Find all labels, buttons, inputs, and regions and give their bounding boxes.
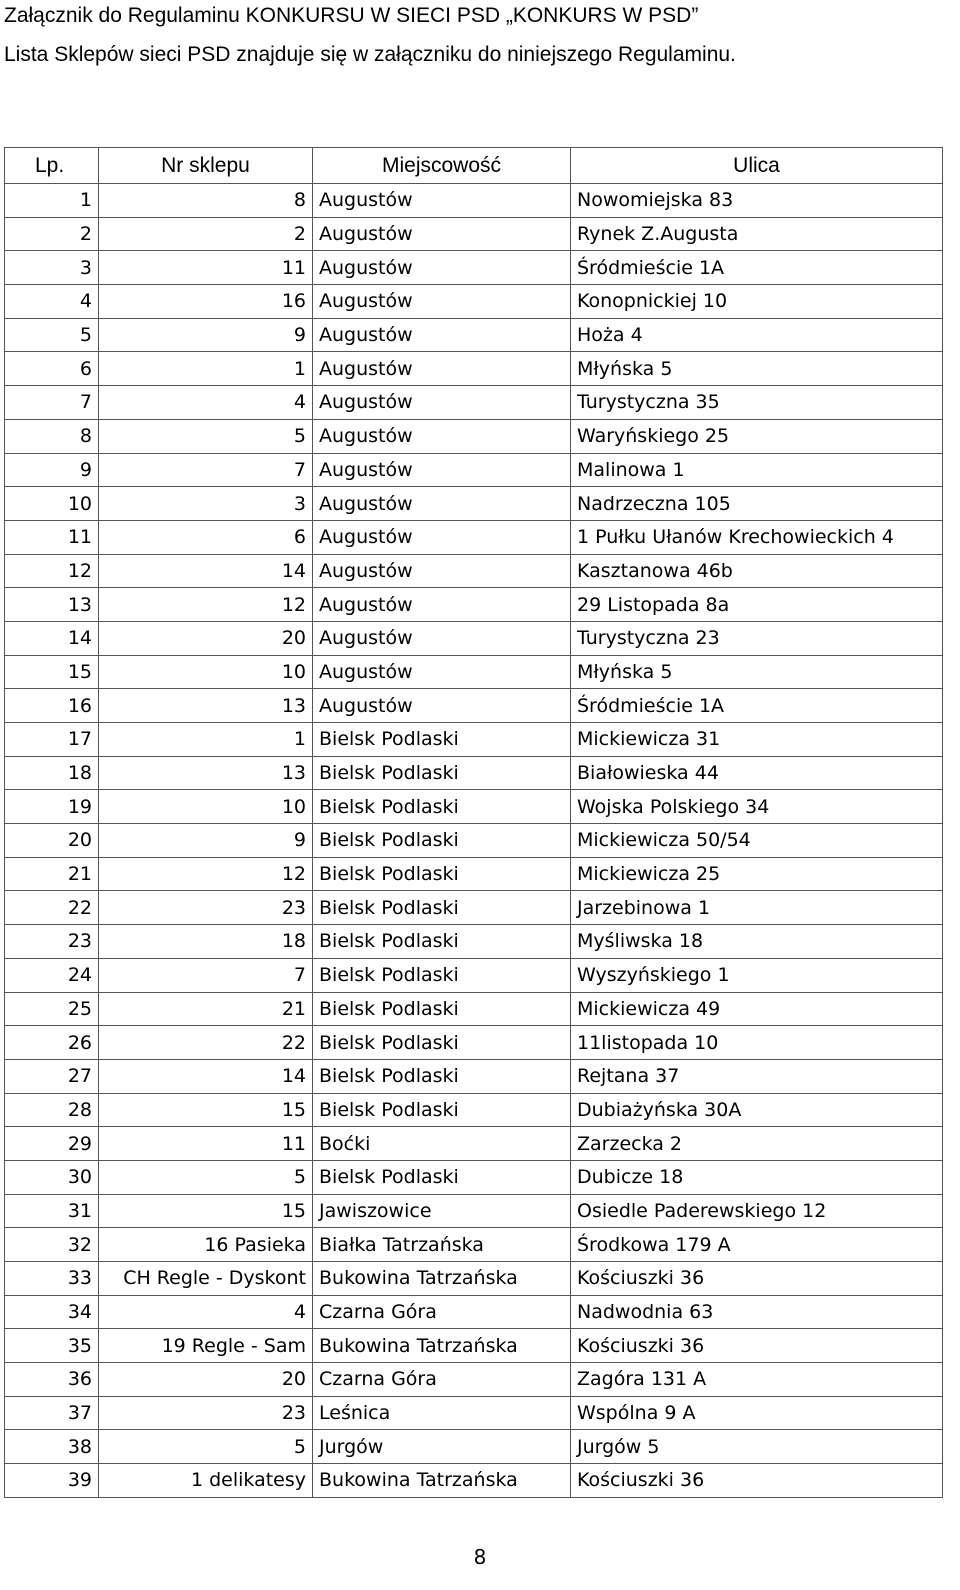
row-store-number-cell: 15 <box>99 1194 313 1228</box>
row-lp-cell: 5 <box>5 318 99 352</box>
row-street-cell: Turystyczna 35 <box>571 386 943 420</box>
row-street-cell: Wojska Polskiego 34 <box>571 790 943 824</box>
row-street-cell: Osiedle Paderewskiego 12 <box>571 1194 943 1228</box>
row-store-number-cell: 16 <box>99 285 313 319</box>
table-row <box>5 520 943 554</box>
row-town-cell: Augustów <box>313 352 571 386</box>
row-lp-cell: 28 <box>5 1093 99 1127</box>
row-town-cell: Bielsk Podlaski <box>313 790 571 824</box>
table-row <box>5 756 943 790</box>
row-lp-cell: 27 <box>5 1059 99 1093</box>
row-store-number-cell: 18 <box>99 925 313 959</box>
row-street-cell: Młyńska 5 <box>571 655 943 689</box>
row-town-cell: Augustów <box>313 217 571 251</box>
row-town-cell: Augustów <box>313 318 571 352</box>
row-street-cell: Jarzebinowa 1 <box>571 891 943 925</box>
row-lp-cell: 12 <box>5 554 99 588</box>
row-street-cell: Hoża 4 <box>571 318 943 352</box>
row-store-number-cell: 12 <box>99 588 313 622</box>
table-row <box>5 318 943 352</box>
row-town-cell: Bielsk Podlaski <box>313 958 571 992</box>
table-body <box>5 184 943 1498</box>
table-row <box>5 1262 943 1296</box>
table-row <box>5 554 943 588</box>
row-town-cell: Bielsk Podlaski <box>313 1093 571 1127</box>
row-lp-cell: 20 <box>5 824 99 858</box>
row-store-number-cell: 1 <box>99 352 313 386</box>
row-town-cell: Bukowina Tatrzańska <box>313 1464 571 1498</box>
table-row <box>5 790 943 824</box>
row-street-cell: Myśliwska 18 <box>571 925 943 959</box>
row-town-cell: Bielsk Podlaski <box>313 723 571 757</box>
row-street-cell: Wyszyńskiego 1 <box>571 958 943 992</box>
row-town-cell: Bielsk Podlaski <box>313 925 571 959</box>
table-row <box>5 1160 943 1194</box>
store-list-table <box>4 147 943 1498</box>
row-store-number-cell: 14 <box>99 554 313 588</box>
row-lp-cell: 21 <box>5 857 99 891</box>
table-row <box>5 419 943 453</box>
column-header-town: Miejscowość <box>313 148 571 184</box>
row-store-number-cell: 5 <box>99 1160 313 1194</box>
row-lp-cell: 34 <box>5 1295 99 1329</box>
row-store-number-cell: 2 <box>99 217 313 251</box>
row-store-number-cell: 10 <box>99 790 313 824</box>
row-lp-cell: 32 <box>5 1228 99 1262</box>
row-town-cell: Białka Tatrzańska <box>313 1228 571 1262</box>
row-lp-cell: 18 <box>5 756 99 790</box>
row-street-cell: Nowomiejska 83 <box>571 184 943 218</box>
column-header-street: Ulica <box>571 148 943 184</box>
row-town-cell: Bielsk Podlaski <box>313 891 571 925</box>
table-row <box>5 857 943 891</box>
row-store-number-cell: 11 <box>99 1127 313 1161</box>
row-street-cell: Nadwodnia 63 <box>571 1295 943 1329</box>
row-store-number-cell: 5 <box>99 419 313 453</box>
row-town-cell: Augustów <box>313 689 571 723</box>
row-lp-cell: 16 <box>5 689 99 723</box>
row-lp-cell: 31 <box>5 1194 99 1228</box>
row-street-cell: Śródmieście 1A <box>571 689 943 723</box>
page-number: 8 <box>473 1545 487 1569</box>
document-subtitle: Lista Sklepów sieci PSD znajduje się w załączniku do niniejszego Regulaminu. <box>4 43 736 66</box>
row-street-cell: Dubiażyńska 30A <box>571 1093 943 1127</box>
row-town-cell: Bielsk Podlaski <box>313 1026 571 1060</box>
row-store-number-cell: 5 <box>99 1430 313 1464</box>
row-lp-cell: 30 <box>5 1160 99 1194</box>
row-town-cell: Augustów <box>313 520 571 554</box>
row-town-cell: Leśnica <box>313 1396 571 1430</box>
row-town-cell: Augustów <box>313 554 571 588</box>
row-town-cell: Augustów <box>313 621 571 655</box>
row-town-cell: Bukowina Tatrzańska <box>313 1262 571 1296</box>
row-lp-cell: 39 <box>5 1464 99 1498</box>
row-town-cell: Bielsk Podlaski <box>313 824 571 858</box>
table-row <box>5 1329 943 1363</box>
row-store-number-cell: 4 <box>99 1295 313 1329</box>
table-row <box>5 824 943 858</box>
row-street-cell: 1 Pułku Ułanów Krechowieckich 4 <box>571 520 943 554</box>
table-row <box>5 1430 943 1464</box>
table-row <box>5 1464 943 1498</box>
row-town-cell: Augustów <box>313 453 571 487</box>
row-store-number-cell: 1 delikatesy <box>99 1464 313 1498</box>
table-row <box>5 386 943 420</box>
row-lp-cell: 6 <box>5 352 99 386</box>
row-street-cell: Waryńskiego 25 <box>571 419 943 453</box>
row-store-number-cell: 7 <box>99 958 313 992</box>
row-store-number-cell: 12 <box>99 857 313 891</box>
row-town-cell: Augustów <box>313 655 571 689</box>
row-store-number-cell: 8 <box>99 184 313 218</box>
row-store-number-cell: 9 <box>99 318 313 352</box>
row-store-number-cell: 9 <box>99 824 313 858</box>
row-lp-cell: 29 <box>5 1127 99 1161</box>
row-street-cell: Białowieska 44 <box>571 756 943 790</box>
table-row <box>5 251 943 285</box>
row-lp-cell: 33 <box>5 1262 99 1296</box>
row-store-number-cell: 21 <box>99 992 313 1026</box>
row-store-number-cell: 6 <box>99 520 313 554</box>
row-street-cell: Kościuszki 36 <box>571 1464 943 1498</box>
row-town-cell: Bielsk Podlaski <box>313 1059 571 1093</box>
table-row <box>5 217 943 251</box>
row-lp-cell: 26 <box>5 1026 99 1060</box>
row-store-number-cell: 7 <box>99 453 313 487</box>
row-street-cell: Środkowa 179 A <box>571 1228 943 1262</box>
table-row <box>5 723 943 757</box>
row-street-cell: Kościuszki 36 <box>571 1329 943 1363</box>
row-lp-cell: 15 <box>5 655 99 689</box>
table-row <box>5 285 943 319</box>
row-street-cell: Mickiewicza 31 <box>571 723 943 757</box>
column-header-store-number: Nr sklepu <box>99 148 313 184</box>
row-street-cell: Jurgów 5 <box>571 1430 943 1464</box>
row-street-cell: Mickiewicza 25 <box>571 857 943 891</box>
row-lp-cell: 10 <box>5 487 99 521</box>
row-town-cell: Jurgów <box>313 1430 571 1464</box>
row-town-cell: Bielsk Podlaski <box>313 857 571 891</box>
document-title: Załącznik do Regulaminu KONKURSU W SIECI PSD „KONKURS W PSD” <box>4 4 699 27</box>
table-row <box>5 1059 943 1093</box>
table-row <box>5 1363 943 1397</box>
row-street-cell: Zagóra 131 A <box>571 1363 943 1397</box>
row-town-cell: Augustów <box>313 386 571 420</box>
row-town-cell: Boćki <box>313 1127 571 1161</box>
row-street-cell: 11listopada 10 <box>571 1026 943 1060</box>
row-street-cell: Nadrzeczna 105 <box>571 487 943 521</box>
row-store-number-cell: 15 <box>99 1093 313 1127</box>
row-store-number-cell: 13 <box>99 689 313 723</box>
table-header-row <box>5 148 943 184</box>
row-street-cell: Wspólna 9 A <box>571 1396 943 1430</box>
table-row <box>5 958 943 992</box>
row-lp-cell: 9 <box>5 453 99 487</box>
row-lp-cell: 24 <box>5 958 99 992</box>
row-lp-cell: 4 <box>5 285 99 319</box>
row-store-number-cell: 3 <box>99 487 313 521</box>
table-row <box>5 487 943 521</box>
row-store-number-cell: 13 <box>99 756 313 790</box>
row-street-cell: Dubicze 18 <box>571 1160 943 1194</box>
row-street-cell: 29 Listopada 8a <box>571 588 943 622</box>
table-row <box>5 925 943 959</box>
table-row <box>5 1194 943 1228</box>
row-town-cell: Bukowina Tatrzańska <box>313 1329 571 1363</box>
table-row <box>5 1093 943 1127</box>
row-lp-cell: 2 <box>5 217 99 251</box>
table-row <box>5 1396 943 1430</box>
row-street-cell: Kasztanowa 46b <box>571 554 943 588</box>
row-store-number-cell: 23 <box>99 891 313 925</box>
table-row <box>5 453 943 487</box>
row-street-cell: Rynek Z.Augusta <box>571 217 943 251</box>
row-street-cell: Młyńska 5 <box>571 352 943 386</box>
row-store-number-cell: 11 <box>99 251 313 285</box>
row-town-cell: Augustów <box>313 251 571 285</box>
row-town-cell: Czarna Góra <box>313 1295 571 1329</box>
row-lp-cell: 35 <box>5 1329 99 1363</box>
row-town-cell: Augustów <box>313 184 571 218</box>
row-store-number-cell: 20 <box>99 621 313 655</box>
row-street-cell: Turystyczna 23 <box>571 621 943 655</box>
table-row <box>5 1228 943 1262</box>
table-row <box>5 1127 943 1161</box>
row-street-cell: Malinowa 1 <box>571 453 943 487</box>
column-header-lp: Lp. <box>5 148 99 184</box>
row-lp-cell: 13 <box>5 588 99 622</box>
row-lp-cell: 7 <box>5 386 99 420</box>
row-street-cell: Mickiewicza 50/54 <box>571 824 943 858</box>
table-row <box>5 992 943 1026</box>
row-street-cell: Zarzecka 2 <box>571 1127 943 1161</box>
row-store-number-cell: 4 <box>99 386 313 420</box>
row-lp-cell: 25 <box>5 992 99 1026</box>
row-lp-cell: 1 <box>5 184 99 218</box>
row-store-number-cell: 16 Pasieka <box>99 1228 313 1262</box>
table-row <box>5 352 943 386</box>
table-row <box>5 588 943 622</box>
table-row <box>5 689 943 723</box>
row-town-cell: Czarna Góra <box>313 1363 571 1397</box>
row-lp-cell: 14 <box>5 621 99 655</box>
row-store-number-cell: 22 <box>99 1026 313 1060</box>
row-town-cell: Bielsk Podlaski <box>313 756 571 790</box>
row-lp-cell: 37 <box>5 1396 99 1430</box>
row-town-cell: Augustów <box>313 588 571 622</box>
row-lp-cell: 8 <box>5 419 99 453</box>
row-street-cell: Konopnickiej 10 <box>571 285 943 319</box>
row-town-cell: Bielsk Podlaski <box>313 1160 571 1194</box>
row-lp-cell: 17 <box>5 723 99 757</box>
row-lp-cell: 36 <box>5 1363 99 1397</box>
row-street-cell: Kościuszki 36 <box>571 1262 943 1296</box>
row-town-cell: Augustów <box>313 487 571 521</box>
table-row <box>5 655 943 689</box>
row-store-number-cell: CH Regle - Dyskont <box>99 1262 313 1296</box>
row-store-number-cell: 14 <box>99 1059 313 1093</box>
row-lp-cell: 38 <box>5 1430 99 1464</box>
row-town-cell: Jawiszowice <box>313 1194 571 1228</box>
row-lp-cell: 19 <box>5 790 99 824</box>
row-lp-cell: 11 <box>5 520 99 554</box>
row-store-number-cell: 23 <box>99 1396 313 1430</box>
row-street-cell: Mickiewicza 49 <box>571 992 943 1026</box>
row-lp-cell: 3 <box>5 251 99 285</box>
row-store-number-cell: 19 Regle - Sam <box>99 1329 313 1363</box>
row-town-cell: Bielsk Podlaski <box>313 992 571 1026</box>
row-store-number-cell: 20 <box>99 1363 313 1397</box>
row-lp-cell: 22 <box>5 891 99 925</box>
table-row <box>5 621 943 655</box>
table-row <box>5 891 943 925</box>
row-street-cell: Rejtana 37 <box>571 1059 943 1093</box>
table-row <box>5 1295 943 1329</box>
row-store-number-cell: 10 <box>99 655 313 689</box>
row-lp-cell: 23 <box>5 925 99 959</box>
table-row <box>5 184 943 218</box>
row-town-cell: Augustów <box>313 285 571 319</box>
row-store-number-cell: 1 <box>99 723 313 757</box>
table-row <box>5 1026 943 1060</box>
row-street-cell: Śródmieście 1A <box>571 251 943 285</box>
row-town-cell: Augustów <box>313 419 571 453</box>
